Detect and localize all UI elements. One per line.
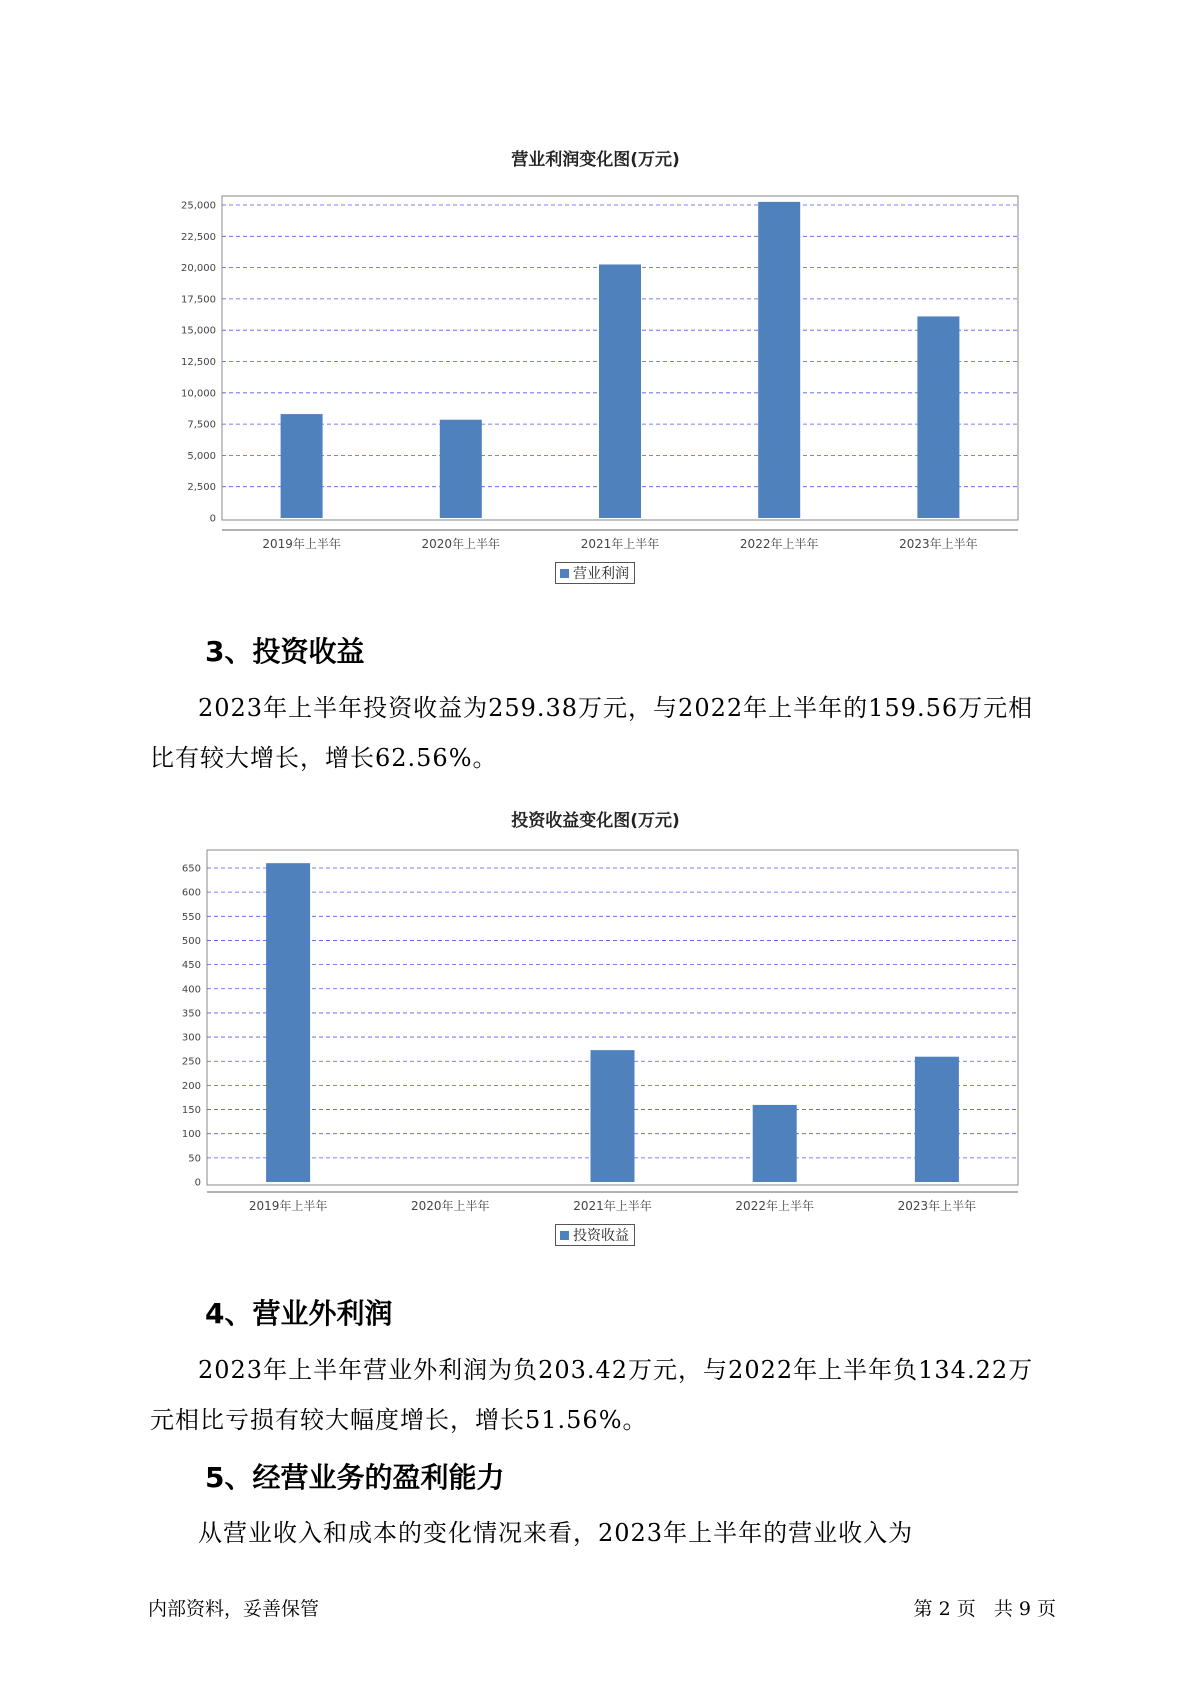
section-4-paragraph: 2023年上半年营业外利润为负203.42万元，与2022年上半年负134.22万元相比亏损有较大幅度增长，增长51.56%。 bbox=[150, 1356, 1034, 1434]
section-5-heading: 5、经营业务的盈利能力 bbox=[205, 1461, 505, 1494]
chart-1-title: 营业利润变化图(万元) bbox=[511, 150, 680, 170]
x-category-label: 2019年上半年 bbox=[248, 1199, 328, 1213]
x-category-label: 2019年上半年 bbox=[262, 537, 341, 551]
chart-2-title: 投资收益变化图(万元) bbox=[511, 811, 680, 831]
y-tick-label: 0 bbox=[194, 1177, 201, 1189]
bar bbox=[591, 1050, 635, 1182]
x-category-label: 2021年上半年 bbox=[580, 537, 660, 551]
x-category-label: 2020年上半年 bbox=[421, 537, 501, 551]
y-tick-label: 550 bbox=[181, 911, 201, 923]
y-tick-label: 600 bbox=[181, 887, 201, 899]
y-tick-label: 250 bbox=[181, 1056, 201, 1068]
y-tick-label: 7,500 bbox=[187, 419, 216, 431]
footer-page-number: 第 2 页 共 9 页 bbox=[913, 1598, 1056, 1620]
section-4-heading: 4、营业外利润 bbox=[205, 1297, 393, 1330]
section-3-paragraph: 2023年上半年投资收益为259.38万元，与2022年上半年的159.56万元相比有较大增长，增长62.56%。 bbox=[150, 694, 1034, 772]
chart-1-legend-label: 营业利润 bbox=[573, 566, 629, 582]
y-tick-label: 22,500 bbox=[181, 231, 216, 243]
footer-confidential-note: 内部资料，妥善保管 bbox=[148, 1598, 320, 1620]
y-tick-label: 350 bbox=[181, 1008, 201, 1020]
legend-swatch bbox=[560, 1231, 569, 1240]
y-tick-label: 25,000 bbox=[181, 200, 216, 212]
bar bbox=[753, 1105, 797, 1182]
y-tick-label: 5,000 bbox=[187, 450, 216, 462]
y-tick-label: 650 bbox=[181, 863, 201, 875]
y-tick-label: 150 bbox=[181, 1105, 201, 1117]
y-tick-label: 2,500 bbox=[187, 482, 216, 494]
x-category-label: 2023年上半年 bbox=[897, 1199, 977, 1213]
y-tick-label: 0 bbox=[209, 513, 216, 525]
y-tick-label: 17,500 bbox=[181, 294, 216, 306]
chart-2-legend-label: 投资收益 bbox=[573, 1228, 629, 1244]
x-category-label: 2022年上半年 bbox=[735, 1199, 814, 1213]
y-tick-label: 200 bbox=[181, 1080, 201, 1092]
y-tick-label: 20,000 bbox=[181, 263, 216, 275]
bar bbox=[915, 1057, 959, 1182]
x-category-label: 2022年上半年 bbox=[739, 537, 819, 551]
y-tick-label: 400 bbox=[181, 984, 201, 996]
x-category-label: 2023年上半年 bbox=[899, 537, 978, 551]
y-tick-label: 12,500 bbox=[181, 357, 216, 368]
y-tick-label: 10,000 bbox=[181, 388, 216, 400]
x-category-label: 2021年上半年 bbox=[573, 1199, 652, 1213]
y-tick-label: 100 bbox=[181, 1129, 201, 1141]
y-tick-label: 300 bbox=[181, 1032, 201, 1044]
chart-2-legend bbox=[555, 1224, 635, 1246]
y-tick-label: 450 bbox=[181, 960, 201, 972]
section-5-paragraph: 从营业收入和成本的变化情况来看，2023年上半年的营业收入为 bbox=[198, 1519, 914, 1547]
x-category-label: 2020年上半年 bbox=[411, 1199, 490, 1213]
section-3-heading: 3、投资收益 bbox=[205, 635, 365, 668]
y-tick-label: 500 bbox=[181, 935, 201, 947]
y-tick-label: 50 bbox=[188, 1153, 201, 1165]
y-tick-label: 15,000 bbox=[181, 325, 216, 337]
bar bbox=[266, 863, 310, 1182]
